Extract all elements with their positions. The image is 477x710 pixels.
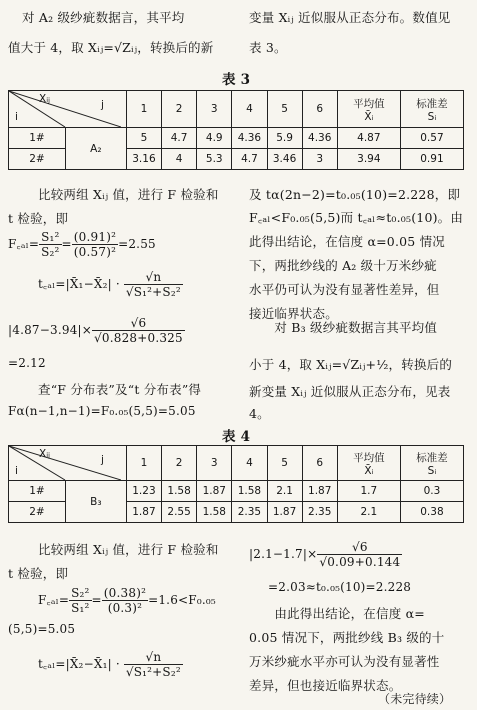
fcal-fraction-values <box>72 230 118 259</box>
table3-group-cell: A₂ <box>65 128 126 170</box>
calc-formula-2 <box>249 540 402 569</box>
calc-a: |4.87−3.94|× <box>8 323 93 337</box>
check-table-line: 查“F 分布表”及“t 分布表”得 <box>38 382 202 397</box>
mid-left-line-2: t 检验，即 <box>8 211 69 226</box>
table3-cell: 5.9 <box>267 128 302 149</box>
to-be-continued: （未完待续） <box>378 692 452 706</box>
bottom-left-line-2: t 检验，即 <box>8 566 69 581</box>
mid-right-line: 及 tα(2n−2)=t₀.₀₅(10)=2.228，即 <box>249 187 461 202</box>
bottom-right-line: 由此得出结论，在信度 α= <box>249 606 425 621</box>
table3-sd-cell: 0.91 <box>400 149 463 170</box>
calc-result-1: =2.12 <box>8 356 46 370</box>
fcal-den-values: (0.57)² <box>73 245 117 259</box>
table3-sd-cell: 0.57 <box>400 128 463 149</box>
fcal-num-values-2: (0.38)² <box>103 586 147 600</box>
mid-right-small-line: 小于 4，取 Xᵢⱼ=√Zᵢⱼ+½，转换后的 <box>249 357 453 372</box>
tcal-lhs-2: t꜀ₐₗ=|X̄₂−X̄₁| · <box>38 657 120 671</box>
calc-num: √6 <box>92 316 185 331</box>
fcal-fraction-values-2 <box>102 586 148 615</box>
table4-corner-top: Xᵢⱼ <box>39 448 50 460</box>
calc-a-2: |2.1−1.7|× <box>249 547 318 561</box>
top-right-line-1: 变量 Xᵢⱼ 近似服从正态分布。数值见 <box>249 10 451 25</box>
calc-result-2: =2.03≈t₀.₀₅(10)=2.228 <box>268 580 412 594</box>
table4-row-label: 2# <box>9 502 66 523</box>
table4-cell: 1.23 <box>126 481 161 502</box>
fcal-result-2: =1.6<F₀.₀₅ <box>148 593 216 607</box>
mid-right-line: 下，两批纱线的 A₂ 级十万米纱疵 <box>249 258 437 273</box>
mid-right-line: 此得出结论，在信度 α=0.05 情况 <box>249 234 445 249</box>
table3-row-label: 1# <box>9 128 66 149</box>
table4-cell: 1.58 <box>232 481 267 502</box>
table3-sd-symbol: Sᵢ <box>427 110 437 123</box>
bottom-right-line: 差异，但也接近临界状态。 <box>249 678 402 693</box>
table3-mean-cell: 3.94 <box>337 149 400 170</box>
table3-cell: 4 <box>162 149 197 170</box>
tcal-den-2: √S₁²+S₂² <box>125 665 181 679</box>
table4-diagonal <box>9 446 121 480</box>
table4-corner-bottom: i <box>15 465 18 477</box>
fcal-num-2: S₂² <box>71 586 90 600</box>
table3-cell: 4.7 <box>162 128 197 149</box>
bottom-right-line: 万米纱疵水平亦可认为没有显著性 <box>249 654 440 669</box>
table4-col-header: 3 <box>197 446 232 481</box>
table4-cell: 1.58 <box>197 502 232 523</box>
table4-sd-header <box>400 446 463 481</box>
calc-fraction <box>92 316 185 345</box>
fcal-eq-2: = <box>91 593 102 607</box>
mid-right-line: 水平仍可认为没有显著性差异，但 <box>249 282 440 297</box>
table4-row-label: 1# <box>9 481 66 502</box>
fcal-formula-1 <box>8 230 156 259</box>
top-left-line-2: 值大于 4，取 Xᵢⱼ=√Zᵢⱼ，转换后的新 <box>8 40 214 55</box>
fcal-result: =2.55 <box>118 237 156 251</box>
calc-fraction-2 <box>317 540 402 569</box>
bottom-left-line-1: 比较两组 Xᵢⱼ 值，进行 F 检验和 <box>38 542 219 557</box>
table3-mean-cell: 4.87 <box>337 128 400 149</box>
table3-col-header: 5 <box>267 91 302 128</box>
table3-cell: 5 <box>126 128 161 149</box>
mid-right-line: 接近临界状态。 <box>249 306 338 321</box>
calc-num-2: √6 <box>317 540 402 555</box>
table-4 <box>8 445 464 523</box>
fcal-lhs: F꜀ₐₗ= <box>8 237 40 251</box>
calc-den-2: √0.09+0.144 <box>319 555 401 569</box>
f-55-line: (5,5)=5.05 <box>8 622 76 636</box>
table3-title: 表 3 <box>222 72 251 88</box>
table4-mean-symbol: X̄ᵢ <box>364 464 374 477</box>
fcal-eq: = <box>61 237 72 251</box>
top-right-line-2: 表 3。 <box>249 40 287 55</box>
table3-corner-mid: j <box>101 99 104 111</box>
table4-cell: 1.87 <box>267 502 302 523</box>
fcal-den-values-2: (0.3)² <box>107 601 143 615</box>
table4-cell: 1.58 <box>162 481 197 502</box>
tcal-den: √S₁²+S₂² <box>125 285 181 299</box>
top-left-line-1: 对 A₂ 级纱疵数据言，其平均 <box>22 10 185 25</box>
table4-col-header: 2 <box>162 446 197 481</box>
table4-sd-cell: 0.3 <box>400 481 463 502</box>
table3-mean-header-text: 平均值 <box>353 97 385 110</box>
table3-cell: 5.3 <box>197 149 232 170</box>
table4-corner-cell <box>9 446 127 481</box>
tcal-formula-2 <box>38 650 183 679</box>
table4-cell: 1.87 <box>302 481 337 502</box>
table-3 <box>8 90 464 170</box>
table3-col-header: 6 <box>302 91 337 128</box>
fcal-den: S₂² <box>41 245 60 259</box>
table4-title: 表 4 <box>222 429 251 445</box>
table4-cell: 2.1 <box>267 481 302 502</box>
fcal-num-values: (0.91)² <box>73 230 117 244</box>
table3-col-header: 1 <box>126 91 161 128</box>
f-alpha-line: Fα(n−1,n−1)=F₀.₀₅(5,5)=5.05 <box>8 404 196 418</box>
table3-mean-header <box>337 91 400 128</box>
table3-cell: 4.9 <box>197 128 232 149</box>
bottom-right-line: 0.05 情况下，两批纱线 B₃ 级的十 <box>249 630 445 645</box>
table3-corner-top: Xᵢⱼ <box>39 93 50 105</box>
table3-cell: 3.16 <box>126 149 161 170</box>
table4-sd-cell: 0.38 <box>400 502 463 523</box>
table4-col-header: 4 <box>232 446 267 481</box>
fcal-fraction <box>39 230 61 259</box>
table3-row-label: 2# <box>9 149 66 170</box>
table3-sd-header-text: 标准差 <box>416 97 448 110</box>
tcal-num: √n <box>124 270 183 285</box>
table4-mean-cell: 2.1 <box>337 502 400 523</box>
table4-mean-cell: 1.7 <box>337 481 400 502</box>
table4-mean-header <box>337 446 400 481</box>
mid-left-line-1: 比较两组 Xᵢⱼ 值，进行 F 检验和 <box>38 187 219 202</box>
table4-corner-mid: j <box>101 454 104 466</box>
table4-cell: 2.35 <box>302 502 337 523</box>
table3-cell: 4.36 <box>302 128 337 149</box>
table4-group-cell: B₃ <box>65 481 126 523</box>
fcal-fraction-2 <box>69 586 91 615</box>
mid-right-line: F꜀ₐₗ<F₀.₀₅(5,5)而 t꜀ₐₗ≈t₀.₀₅(10)。由 <box>249 210 464 225</box>
tcal-fraction <box>124 270 183 299</box>
table3-corner-bottom: i <box>15 111 18 123</box>
table3-sd-header <box>400 91 463 128</box>
table4-col-header: 5 <box>267 446 302 481</box>
table4-cell: 1.87 <box>126 502 161 523</box>
calc-formula-1 <box>8 316 185 345</box>
table3-diagonal <box>9 91 121 127</box>
table3-cell: 3 <box>302 149 337 170</box>
mid-right-line: 对 B₃ 级纱疵数据言其平均值 <box>249 320 438 335</box>
calc-den: √0.828+0.325 <box>94 331 183 345</box>
table3-corner-cell <box>9 91 127 128</box>
table4-mean-header-text: 平均值 <box>353 451 385 464</box>
tcal-num-2: √n <box>124 650 183 665</box>
table4-cell: 2.35 <box>232 502 267 523</box>
table3-col-header: 4 <box>232 91 267 128</box>
table3-cell: 4.36 <box>232 128 267 149</box>
table3-mean-symbol: X̄ᵢ <box>364 110 374 123</box>
table4-cell: 2.55 <box>162 502 197 523</box>
table4-sd-symbol: Sᵢ <box>427 464 437 477</box>
mid-right-new-line: 新变量 Xᵢⱼ 近似服从正态分布，见表 <box>249 384 451 399</box>
table4-sd-header-text: 标准差 <box>416 451 448 464</box>
tcal-lhs: t꜀ₐₗ=|X̄₁−X̄₂| · <box>38 277 120 291</box>
table3-cell: 3.46 <box>267 149 302 170</box>
mid-right-4-line: 4。 <box>249 406 270 421</box>
fcal-lhs-2: F꜀ₐₗ= <box>38 593 70 607</box>
fcal-den-2: S₁² <box>71 601 90 615</box>
table3-col-header: 2 <box>162 91 197 128</box>
fcal-num: S₁² <box>41 230 60 244</box>
table3-cell: 4.7 <box>232 149 267 170</box>
tcal-fraction-2 <box>124 650 183 679</box>
table4-col-header: 6 <box>302 446 337 481</box>
table4-col-header: 1 <box>126 446 161 481</box>
tcal-formula-1 <box>38 270 183 299</box>
table3-col-header: 3 <box>197 91 232 128</box>
fcal-formula-2 <box>38 586 216 615</box>
table4-cell: 1.87 <box>197 481 232 502</box>
